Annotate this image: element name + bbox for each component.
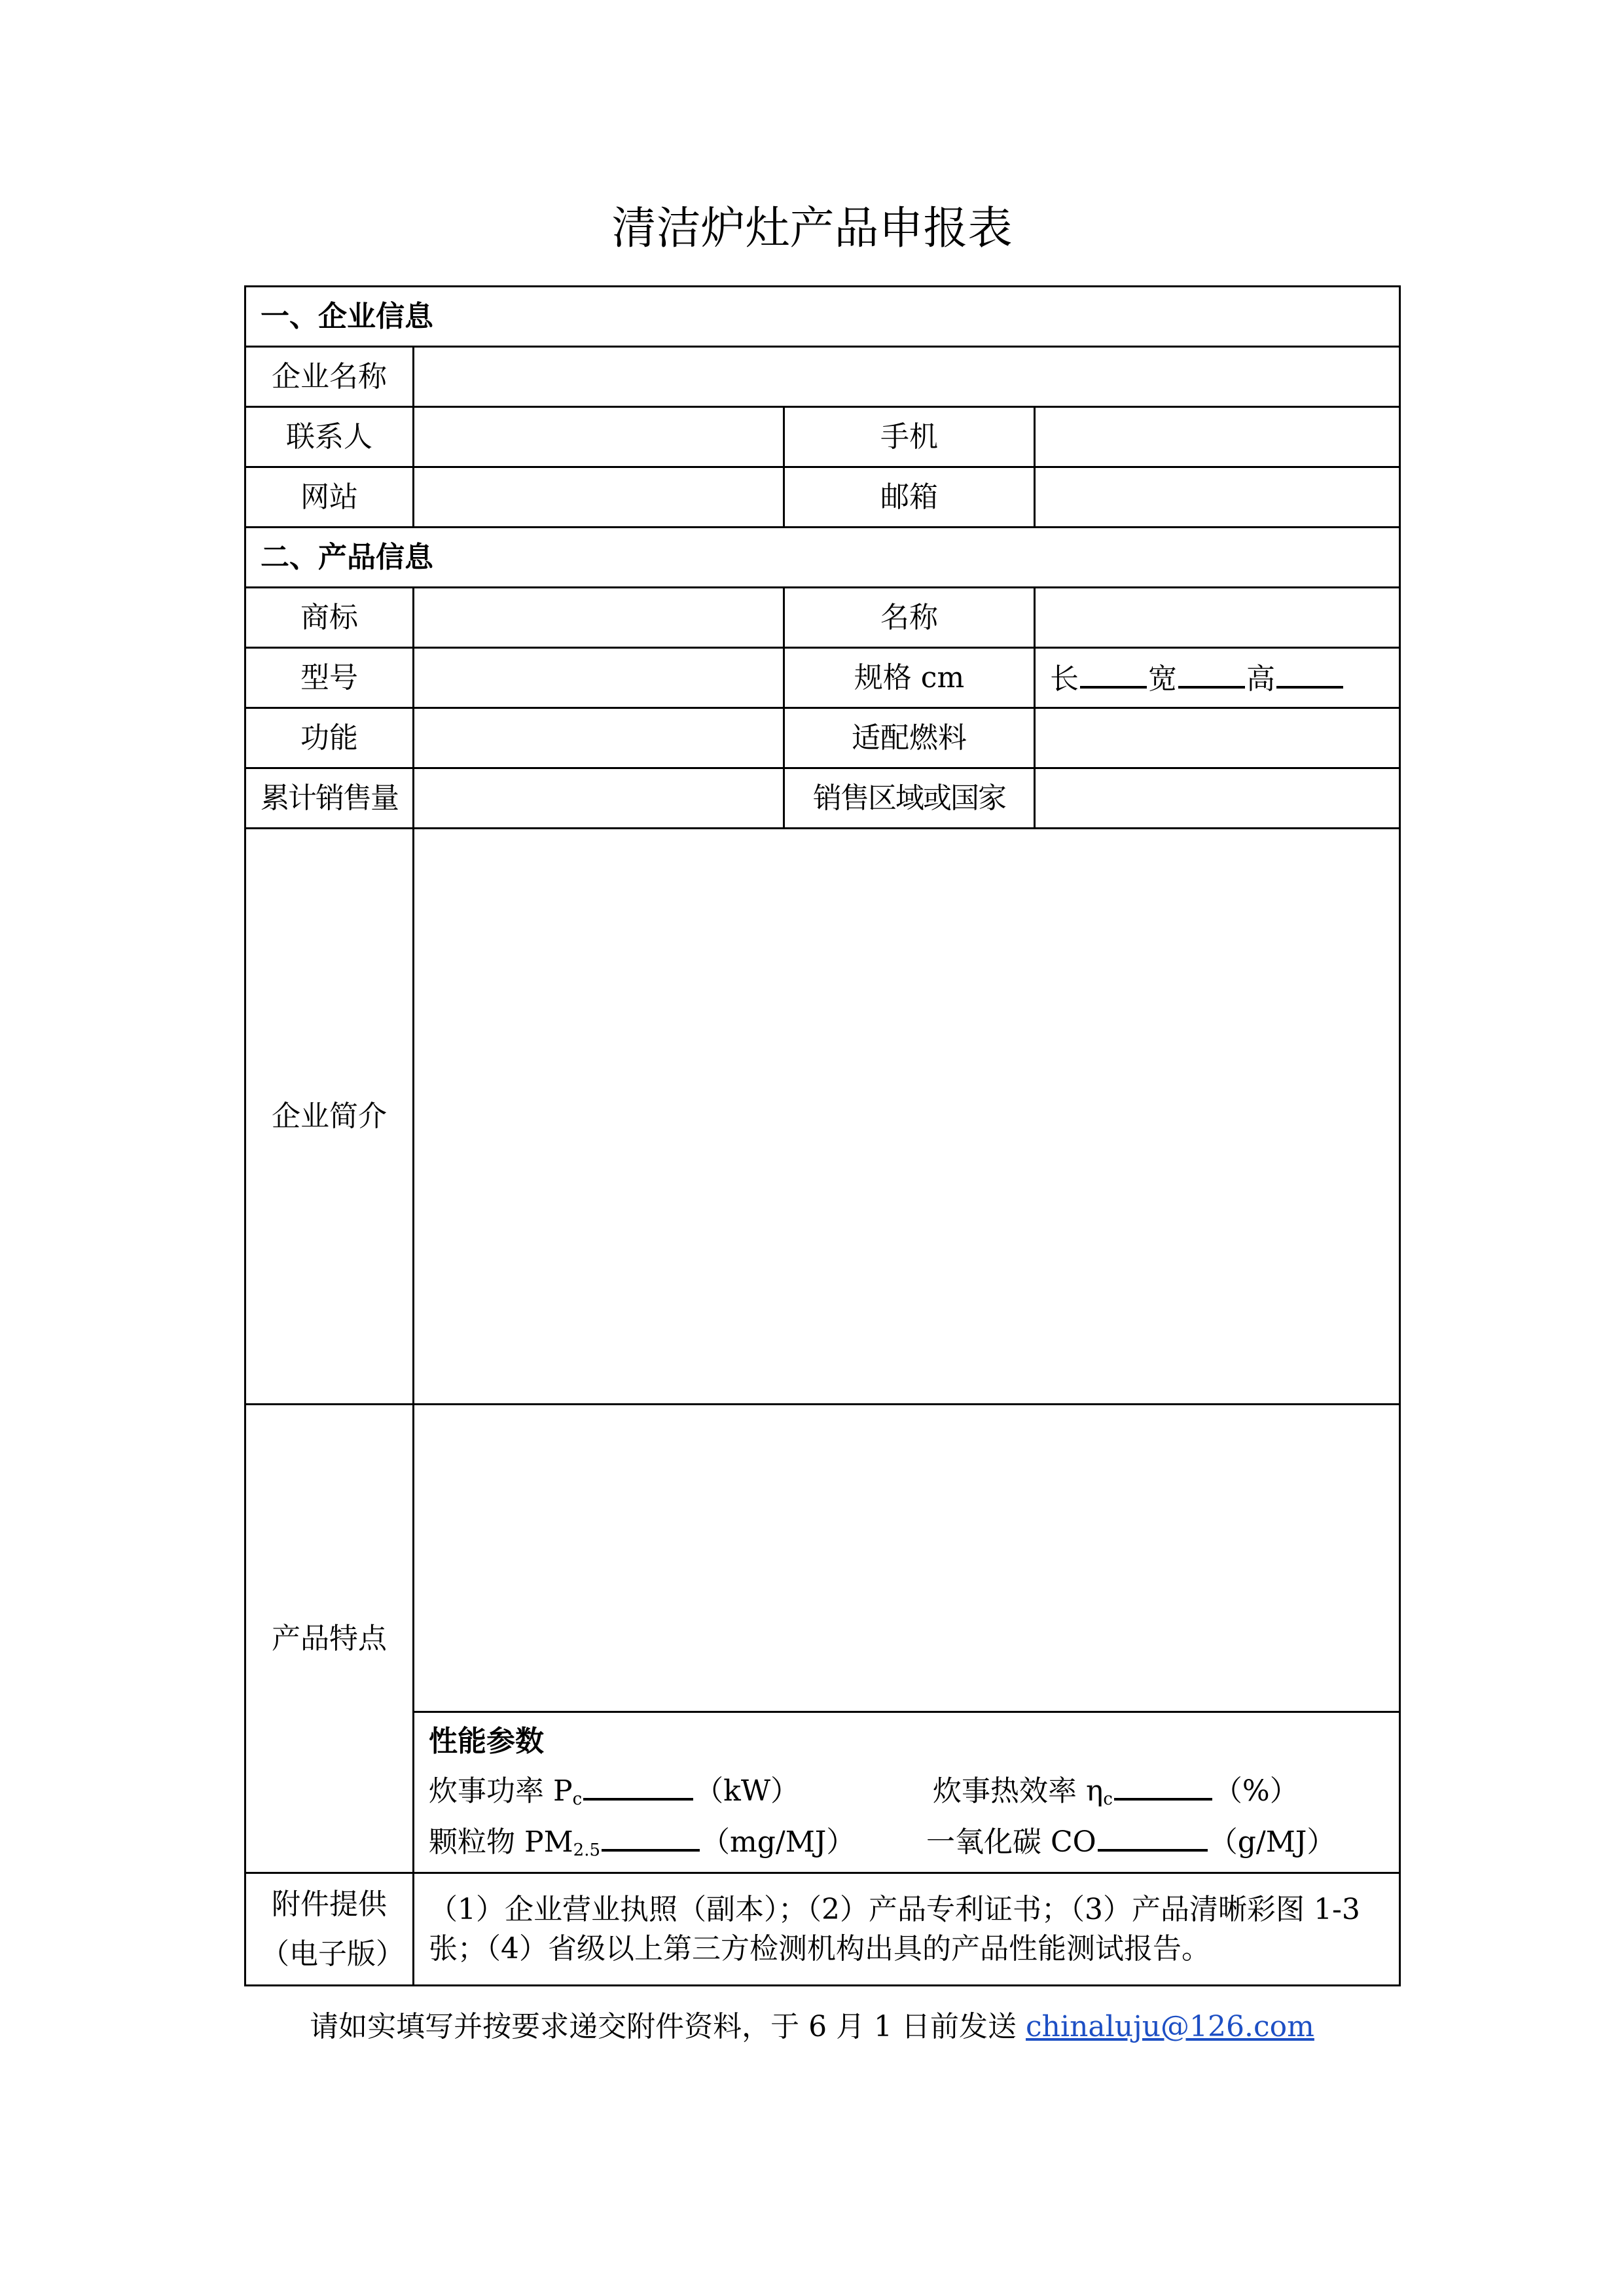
section-company-header: 一、企业信息 bbox=[245, 287, 1400, 347]
product-name-field[interactable] bbox=[1035, 588, 1400, 648]
performance-params-cell bbox=[414, 1712, 1400, 1873]
performance-params-header: 性能参数 bbox=[429, 1724, 544, 1758]
phone-label: 手机 bbox=[784, 407, 1035, 467]
company-intro-label: 企业简介 bbox=[245, 829, 414, 1405]
region-label: 销售区域或国家 bbox=[784, 768, 1035, 829]
section-product-header: 二、产品信息 bbox=[245, 528, 1400, 588]
company-name-label: 企业名称 bbox=[245, 347, 414, 407]
pm25-item: 颗粒物 $PM_{2.5}$ （mg/MJ） bbox=[429, 1817, 855, 1868]
spec-width-label: 宽 bbox=[1148, 662, 1177, 696]
footer-note bbox=[0, 2004, 1624, 2050]
model-field[interactable] bbox=[414, 648, 784, 708]
product-name-label: 名称 bbox=[784, 588, 1035, 648]
company-intro-field[interactable] bbox=[414, 829, 1400, 1405]
spec-field[interactable] bbox=[1035, 648, 1400, 708]
product-features-field[interactable] bbox=[414, 1405, 1400, 1712]
sales-label: 累计销售量 bbox=[245, 768, 414, 829]
fuel-field[interactable] bbox=[1035, 708, 1400, 768]
thermal-efficiency-item: 炊事热效率 $\eta_c$ （%） bbox=[933, 1766, 1299, 1817]
footer-text: 请如实填写并按要求递交附件资料，于 6 月 1 日前发送 bbox=[310, 2010, 1026, 2043]
cook-power-blank[interactable] bbox=[583, 1769, 693, 1801]
function-field[interactable] bbox=[414, 708, 784, 768]
email-label: 邮箱 bbox=[784, 467, 1035, 528]
carbon-monoxide-item: 一氧化碳 CO （g/MJ） bbox=[926, 1817, 1335, 1868]
attachments-requirements: （1）企业营业执照（副本）；（2）产品专利证书；（3）产品清晰彩图 1-3 张；（4）省级以上第三方检测机构出具的产品性能测试报告。 bbox=[414, 1873, 1400, 1986]
application-form-table bbox=[244, 285, 1401, 1986]
spec-width-blank[interactable] bbox=[1178, 657, 1245, 689]
region-field[interactable] bbox=[1035, 768, 1400, 829]
website-label: 网站 bbox=[245, 467, 414, 528]
contact-label: 联系人 bbox=[245, 407, 414, 467]
attachments-label: 附件提供 （电子版） bbox=[245, 1873, 414, 1986]
thermal-efficiency-blank[interactable] bbox=[1114, 1769, 1212, 1801]
form-title: 清洁炉灶产品申报表 bbox=[611, 203, 1013, 255]
spec-height-blank[interactable] bbox=[1276, 657, 1343, 689]
phone-field[interactable] bbox=[1035, 407, 1400, 467]
cook-power-item: 炊事功率 $P_c$ （kW） bbox=[429, 1766, 799, 1817]
spec-length-label: 长 bbox=[1050, 662, 1079, 696]
model-label: 型号 bbox=[245, 648, 414, 708]
trademark-label: 商标 bbox=[245, 588, 414, 648]
spec-label: 规格 cm bbox=[784, 648, 1035, 708]
company-name-field[interactable] bbox=[414, 347, 1400, 407]
function-label: 功能 bbox=[245, 708, 414, 768]
spec-length-blank[interactable] bbox=[1080, 657, 1147, 689]
website-field[interactable] bbox=[414, 467, 784, 528]
contact-field[interactable] bbox=[414, 407, 784, 467]
product-features-label: 产品特点 bbox=[245, 1405, 414, 1873]
pm25-blank[interactable] bbox=[602, 1820, 700, 1852]
email-field[interactable] bbox=[1035, 467, 1400, 528]
sales-field[interactable] bbox=[414, 768, 784, 829]
fuel-label: 适配燃料 bbox=[784, 708, 1035, 768]
trademark-field[interactable] bbox=[414, 588, 784, 648]
spec-height-label: 高 bbox=[1246, 662, 1275, 696]
carbon-monoxide-blank[interactable] bbox=[1098, 1820, 1208, 1852]
submission-email-link[interactable]: chinaluju@126.com bbox=[1026, 2010, 1314, 2043]
